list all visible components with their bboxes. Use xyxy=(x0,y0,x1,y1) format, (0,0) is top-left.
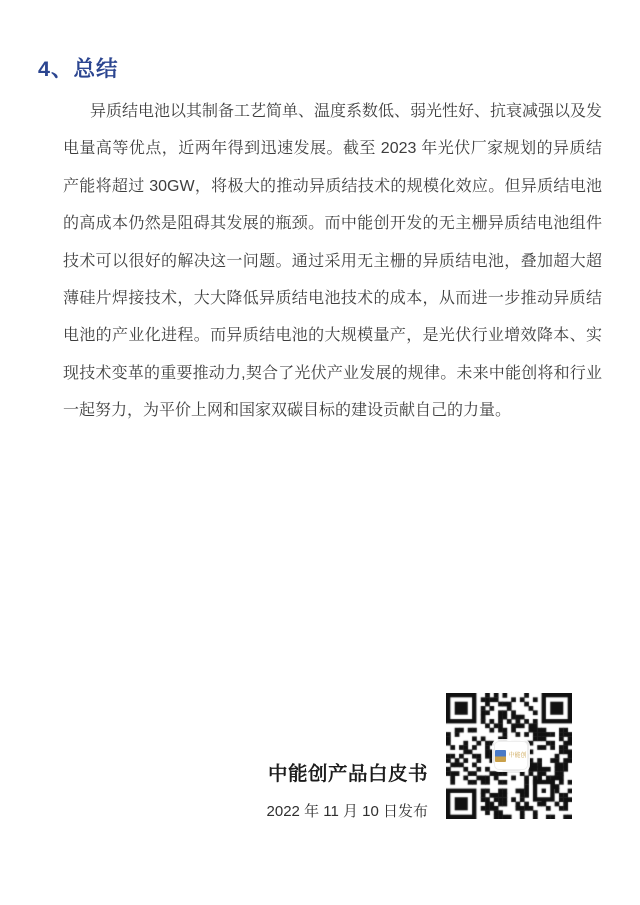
footer-title: 中能创产品白皮书 xyxy=(267,763,428,785)
company-logo-icon xyxy=(495,750,506,762)
section-heading: 4、总结 xyxy=(38,57,119,81)
footer-textblock xyxy=(0,758,428,821)
summary-paragraph: 异质结电池以其制备工艺简单、温度系数低、弱光性好、抗衰减强以及发电量高等优点，近两年得到迅速发展。截至 2023 年光伏厂家规划的异质结产能将超过 30GW，将极大的推动异质结技术的规模化效应。但异质结电池的高成本仍然是阻碍其发展的瓶颈。而中能创开发的无主栅异质结电池组件技术可以很好的解决这一问题。通过采用无主栅的异质结电池，叠加超大超薄硅片焊接技术，大大降低异质结电池技术的成本，从而进一步推动异质结电池的产业化进程。而异质结电池的大规模量产，是光伏行业增效降本、实现技术变革的重要推动力,契合了光伏产业发展的规律。未来中能创将和行业一起努力，为平价上网和国家双碳目标的建设贡献自己的力量。 xyxy=(63,103,603,420)
qr-code xyxy=(446,693,572,819)
qr-logo-label: 中能创 xyxy=(508,752,527,759)
release-date: 2022 年 11 月 10 日发布 xyxy=(266,803,428,820)
qr-center-logo xyxy=(494,741,528,770)
